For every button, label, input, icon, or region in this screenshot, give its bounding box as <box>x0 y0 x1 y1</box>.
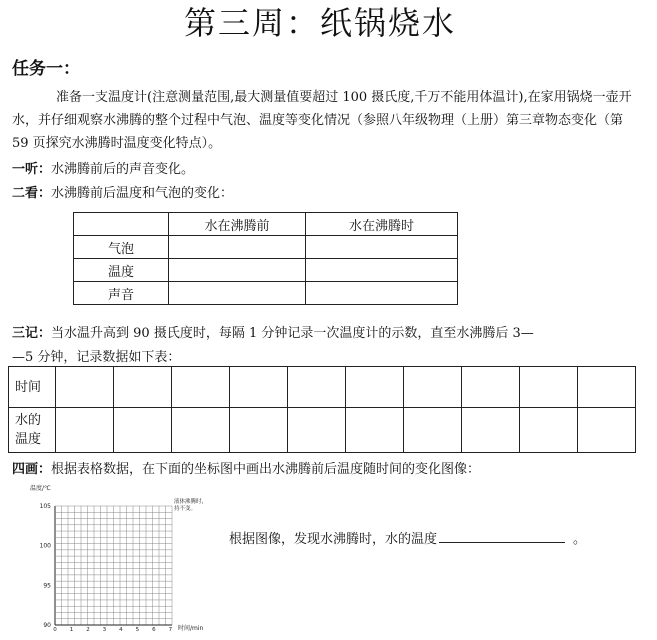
table-cell[interactable] <box>462 367 520 408</box>
table-cell[interactable] <box>169 259 306 282</box>
step-record-text: 当水温升高到 90 摄氏度时，每隔 1 分钟记录一次温度计的示数，直至水沸腾后 3— <box>51 326 534 341</box>
table-cell[interactable] <box>230 367 288 408</box>
table-cell[interactable] <box>404 367 462 408</box>
y-tick-label: 90 <box>43 622 51 629</box>
step-record-line2: —5 分钟，记录数据如下表： <box>12 350 181 365</box>
table-cell[interactable] <box>578 367 636 408</box>
conclusion-end: 。 <box>573 532 587 547</box>
table-cell[interactable] <box>346 367 404 408</box>
answer-blank[interactable] <box>439 529 565 543</box>
table-header-cell: 水在沸腾时 <box>306 213 458 236</box>
conclusion-text: 根据图像，发现水沸腾时，水的温度 <box>229 532 438 547</box>
table-cell[interactable] <box>288 367 346 408</box>
table-cell[interactable] <box>520 367 578 408</box>
table-cell[interactable] <box>578 408 636 453</box>
step-draw-label: 四画： <box>12 462 52 477</box>
table-cell[interactable] <box>520 408 578 453</box>
record-table <box>8 366 636 453</box>
x-tick-label: 3 <box>102 627 107 633</box>
table-cell[interactable] <box>306 236 458 259</box>
step-listen-label: 一听： <box>12 162 52 177</box>
table-cell[interactable] <box>172 367 230 408</box>
table-cell[interactable] <box>114 408 172 453</box>
step-look-text: 水沸腾前后温度和气泡的变化： <box>51 186 234 201</box>
x-tick-label: 6 <box>152 627 156 633</box>
annotation-line: 液体沸腾时， <box>174 499 208 505</box>
annotation-line: 持不变。 <box>174 506 197 512</box>
observation-table <box>73 212 458 305</box>
table-cell[interactable] <box>404 408 462 453</box>
task-heading: 任务一： <box>12 59 80 79</box>
temp-row-label <box>9 408 56 453</box>
y-tick-label: 105 <box>39 503 51 510</box>
x-tick-label: 1 <box>69 627 74 633</box>
step-look <box>12 182 233 201</box>
table-cell[interactable] <box>306 259 458 282</box>
table-header-cell <box>74 213 169 236</box>
table-cell[interactable] <box>230 408 288 453</box>
table-cell[interactable] <box>169 282 306 305</box>
table-cell[interactable] <box>56 408 114 453</box>
table-cell[interactable] <box>56 367 114 408</box>
step-record-label: 三记： <box>12 326 52 341</box>
table-header-cell: 水在沸腾前 <box>169 213 306 236</box>
x-tick-label: 4 <box>119 627 123 633</box>
step-look-label: 二看： <box>12 186 52 201</box>
x-tick-label: 0 <box>53 627 57 633</box>
temperature-chart[interactable] <box>8 480 248 640</box>
conclusion <box>229 528 586 547</box>
y-axis-label: 温度/℃ <box>30 485 51 492</box>
table-cell[interactable] <box>114 367 172 408</box>
intro-text: 准备一支温度计(注意测量范围,最大测量值要超过 100 摄氏度,千万不能用体温计),在家用锅烧一壶开水，并仔细观察水沸腾的整个过程中气泡、温度等变化情况（参照八年级物理（上册）第三章物态变化（第 59 页探究水沸腾时温度变化特点）。 <box>12 90 632 151</box>
chart-annotation <box>174 497 207 512</box>
step-draw-text: 根据表格数据，在下面的坐标图中画出水沸腾前后温度随时间的变化图像： <box>51 462 481 477</box>
y-tick-label: 95 <box>43 582 51 590</box>
x-tick-label: 2 <box>86 627 90 633</box>
step-record <box>12 322 534 341</box>
table-cell[interactable] <box>462 408 520 453</box>
table-row-label: 温度 <box>74 259 169 282</box>
x-tick-label: 5 <box>135 627 140 633</box>
y-tick-label: 100 <box>39 542 51 550</box>
step-draw <box>12 458 480 477</box>
x-axis-label: 时间/min <box>178 625 204 632</box>
table-cell[interactable] <box>306 282 458 305</box>
intro-paragraph <box>12 86 642 155</box>
time-row-label: 时间 <box>9 367 56 408</box>
chart-grid <box>55 506 172 625</box>
x-tick-label: 7 <box>168 627 173 633</box>
table-cell[interactable] <box>288 408 346 453</box>
table-cell[interactable] <box>346 408 404 453</box>
temp-row-label-2: 温度 <box>15 432 42 447</box>
temp-row-label-1: 水的 <box>15 413 42 428</box>
step-listen-text: 水沸腾前后的声音变化。 <box>51 162 195 177</box>
page-title: 第三周：纸锅烧水 <box>183 4 456 42</box>
table-row-label: 声音 <box>74 282 169 305</box>
step-listen <box>12 158 194 177</box>
table-row-label: 气泡 <box>74 236 169 259</box>
table-cell[interactable] <box>169 236 306 259</box>
table-cell[interactable] <box>172 408 230 453</box>
